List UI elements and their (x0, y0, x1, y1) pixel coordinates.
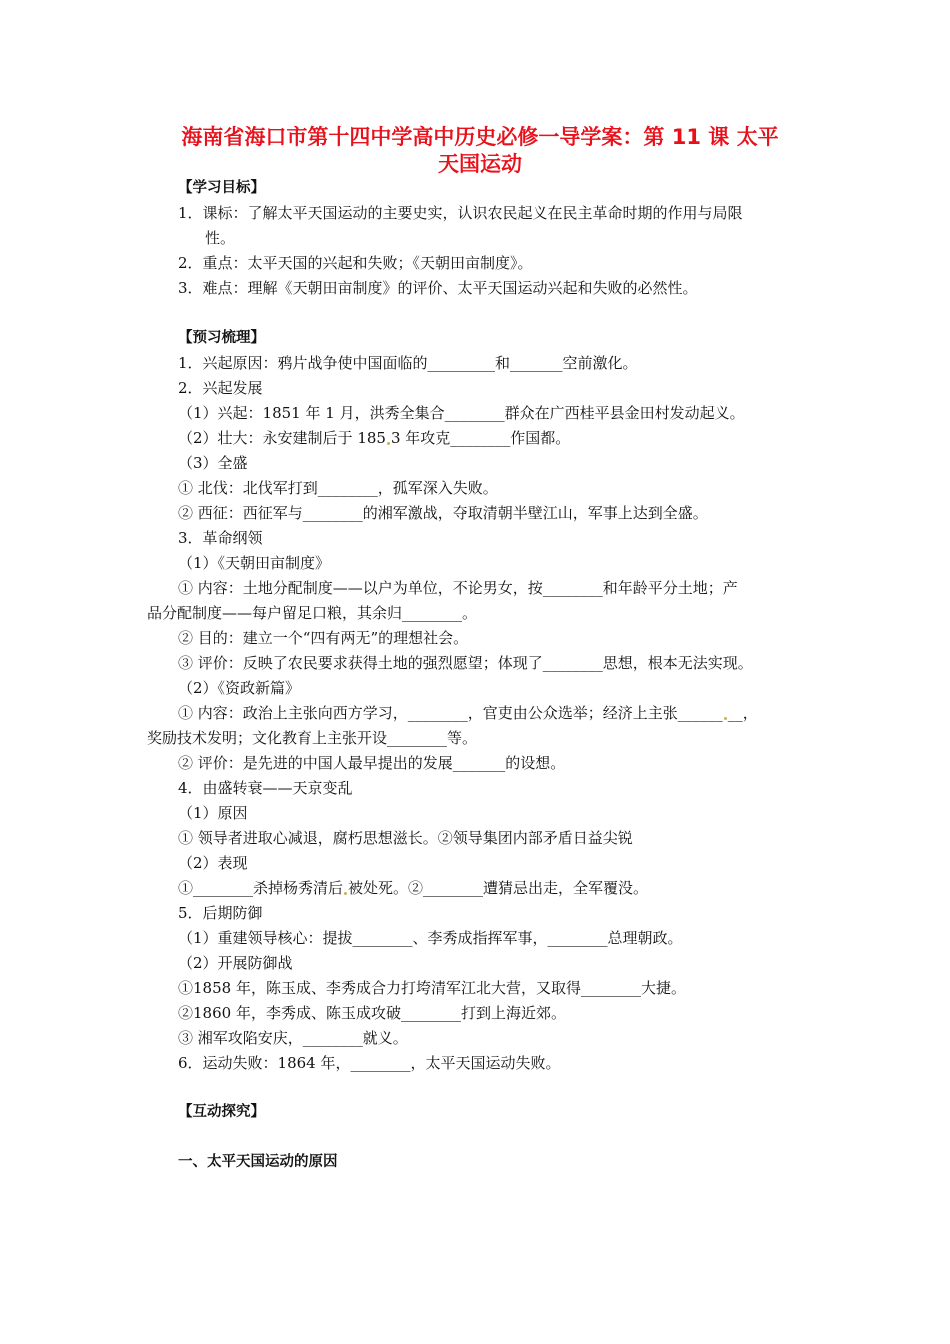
objective-standard-cont: 性。 (205, 229, 236, 247)
preview-heading: 【预习梳理】 (178, 330, 265, 346)
preview-line: （1）《天朝田亩制度》 (178, 554, 331, 572)
preview-line: （1）重建领导核心：提拔________、李秀成指挥军事，________总理朝政。 (178, 929, 683, 947)
stray-dot-mark (387, 442, 390, 445)
preview-line: 奖励技术发明；文化教育上主张开设________等。 (147, 729, 478, 747)
preview-line: ① 内容：土地分配制度——以户为单位，不论男女，按________和年龄平分土地；产 (178, 579, 738, 597)
document-title-line-2: 天国运动 (438, 152, 522, 176)
objective-difficulties: 3．难点：理解《天朝田亩制度》的评价、太平天国运动兴起和失败的必然性。 (178, 279, 698, 297)
preview-line: （1）兴起：1851 年 1 月，洪秀全集合________群众在广西桂平县金田村发动起义。 (178, 404, 745, 422)
preview-line: ① 北伐：北伐军打到________，孤军深入失败。 (178, 479, 498, 497)
preview-line (178, 878, 648, 898)
preview-line: （1）原因 (178, 804, 248, 822)
preview-line: （2）开展防御战 (178, 954, 293, 972)
preview-line: 1．兴起原因：鸦片战争使中国面临的_________和_______空前激化。 (178, 354, 638, 372)
objective-key-points: 2．重点：太平天国的兴起和失败；《天朝田亩制度》。 (178, 254, 533, 272)
text-fragment: （2）壮大：永安建制后于 185 (178, 429, 386, 447)
preview-line: 5．后期防御 (178, 904, 263, 922)
preview-line (178, 703, 758, 723)
preview-line: ① 领导者进取心减退，腐朽思想滋长。②领导集团内部矛盾日益尖锐 (178, 829, 633, 847)
preview-line: 6．运动失败：1864 年，________，太平天国运动失败。 (178, 1054, 561, 1072)
preview-line: ③ 湘军攻陷安庆，________就义。 (178, 1029, 408, 1047)
objective-standard: 1．课标：了解太平天国运动的主要史实，认识农民起义在民主革命时期的作用与局限 (178, 204, 743, 222)
preview-line: ②1860 年，李秀成、陈玉成攻破________打到上海近郊。 (178, 1004, 566, 1022)
preview-line: ② 西征：西征军与________的湘军激战，夺取清朝半壁江山，军事上达到全盛。 (178, 504, 708, 522)
text-fragment: __， (727, 704, 758, 722)
stray-dot-mark (344, 892, 347, 895)
objectives-heading: 【学习目标】 (178, 180, 265, 196)
preview-line: （3）全盛 (178, 454, 248, 472)
preview-line: ①1858 年，陈玉成、李秀成合力打垮清军江北大营，又取得________大捷。 (178, 979, 686, 997)
preview-line: （2）表现 (178, 854, 248, 872)
text-fragment: 被处死。②________遭猜忌出走，全军覆没。 (348, 879, 649, 897)
preview-line (178, 428, 570, 448)
preview-line: 3．革命纲领 (178, 529, 263, 547)
text-fragment: ① 内容：政治上主张向西方学习，________，官吏由公众选举；经济上主张______ (178, 704, 723, 722)
text-fragment: 3 年攻克________作国都。 (390, 429, 571, 447)
part-one-heading: 一、太平天国运动的原因 (178, 1154, 338, 1170)
interactive-heading: 【互动探究】 (178, 1104, 265, 1120)
text-fragment: ①________杀掉杨秀清后 (178, 879, 344, 897)
preview-line: 品分配制度——每户留足口粮，其余归________。 (147, 604, 478, 622)
document-title-line-1: 海南省海口市第十四中学高中历史必修一导学案：第 11 课 太平 (181, 125, 779, 149)
preview-line: 4．由盛转衰——天京变乱 (178, 779, 353, 797)
preview-line: ② 评价：是先进的中国人最早提出的发展_______的设想。 (178, 754, 566, 772)
preview-line: ② 目的：建立一个“四有两无”的理想社会。 (178, 629, 469, 647)
preview-line: 2．兴起发展 (178, 379, 263, 397)
preview-line: ③ 评价：反映了农民要求获得土地的强烈愿望；体现了________思想，根本无法实现。 (178, 654, 753, 672)
stray-dot-mark (724, 717, 727, 720)
preview-line: （2）《资政新篇》 (178, 679, 301, 697)
